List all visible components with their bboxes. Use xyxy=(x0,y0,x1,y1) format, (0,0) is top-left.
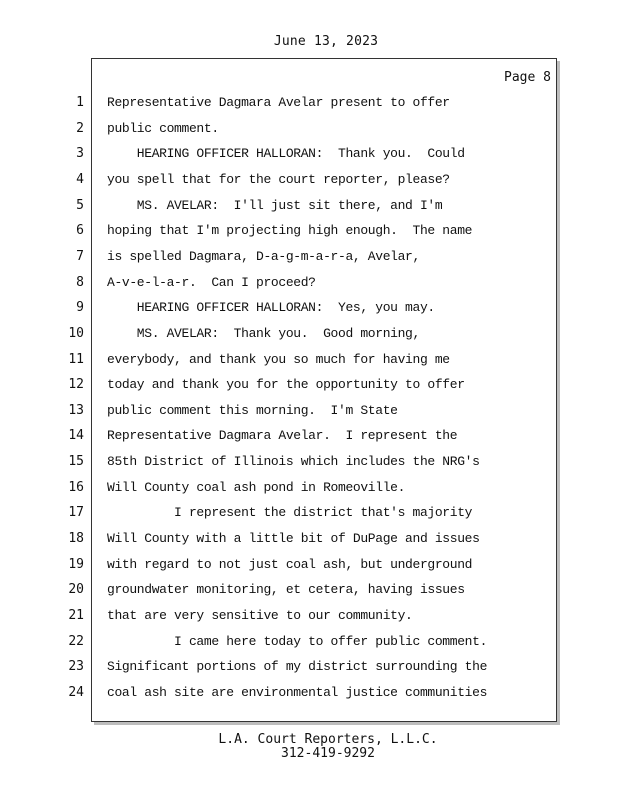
line-number: 19 xyxy=(68,557,84,572)
line-text: is spelled Dagmara, D-a-g-m-a-r-a, Avelar, xyxy=(107,249,420,264)
line-text: HEARING OFFICER HALLORAN: Thank you. Could xyxy=(107,146,465,161)
line-number: 22 xyxy=(68,634,84,649)
line-number: 7 xyxy=(76,249,84,264)
line-number: 4 xyxy=(76,172,84,187)
line-text: that are very sensitive to our community. xyxy=(107,608,413,623)
line-number: 15 xyxy=(68,454,84,469)
line-number: 18 xyxy=(68,531,84,546)
line-number: 3 xyxy=(76,146,84,161)
line-text: MS. AVELAR: I'll just sit there, and I'm xyxy=(107,198,443,213)
line-number: 20 xyxy=(68,582,84,597)
line-number: 14 xyxy=(68,428,84,443)
line-text: today and thank you for the opportunity to offer xyxy=(107,377,465,392)
line-number: 8 xyxy=(76,275,84,290)
line-text: Will County coal ash pond in Romeoville. xyxy=(107,480,406,495)
line-number: 21 xyxy=(68,608,84,623)
line-number: 13 xyxy=(68,403,84,418)
line-text: MS. AVELAR: Thank you. Good morning, xyxy=(107,326,420,341)
line-number: 2 xyxy=(76,121,84,136)
line-text: Will County with a little bit of DuPage and issues xyxy=(107,531,480,546)
line-number: 24 xyxy=(68,685,84,700)
line-text: 85th District of Illinois which includes the NRG's xyxy=(107,454,480,469)
line-text: public comment this morning. I'm State xyxy=(107,403,398,418)
line-text: A-v-e-l-a-r. Can I proceed? xyxy=(107,275,316,290)
line-number: 6 xyxy=(76,223,84,238)
footer-phone: 312-419-9292 xyxy=(281,746,375,761)
line-text: you spell that for the court reporter, please? xyxy=(107,172,450,187)
page-number: Page 8 xyxy=(504,70,551,85)
line-number: 11 xyxy=(68,352,84,367)
header-date: June 13, 2023 xyxy=(273,34,379,49)
line-text: public comment. xyxy=(107,121,219,136)
line-text: groundwater monitoring, et cetera, having issues xyxy=(107,582,465,597)
line-number: 12 xyxy=(68,377,84,392)
line-text: I came here today to offer public comment. xyxy=(107,634,488,649)
line-number: 9 xyxy=(76,300,84,315)
line-number: 10 xyxy=(68,326,84,341)
line-text: HEARING OFFICER HALLORAN: Yes, you may. xyxy=(107,300,435,315)
line-text: with regard to not just coal ash, but underground xyxy=(107,557,473,572)
line-text: Representative Dagmara Avelar present to offer xyxy=(107,95,450,110)
line-number: 1 xyxy=(76,95,84,110)
line-text: Representative Dagmara Avelar. I represent the xyxy=(107,428,458,443)
footer xyxy=(0,733,618,761)
line-text: everybody, and thank you so much for having me xyxy=(107,352,450,367)
line-number: 5 xyxy=(76,198,84,213)
line-number: 17 xyxy=(68,505,84,520)
line-text: hoping that I'm projecting high enough. The name xyxy=(107,223,473,238)
line-number: 16 xyxy=(68,480,84,495)
line-number: 23 xyxy=(68,659,84,674)
footer-company: L.A. Court Reporters, L.L.C. xyxy=(218,732,438,747)
line-text: Significant portions of my district surrounding the xyxy=(107,659,488,674)
line-text: coal ash site are environmental justice communities xyxy=(107,685,488,700)
line-text: I represent the district that's majority xyxy=(107,505,473,520)
